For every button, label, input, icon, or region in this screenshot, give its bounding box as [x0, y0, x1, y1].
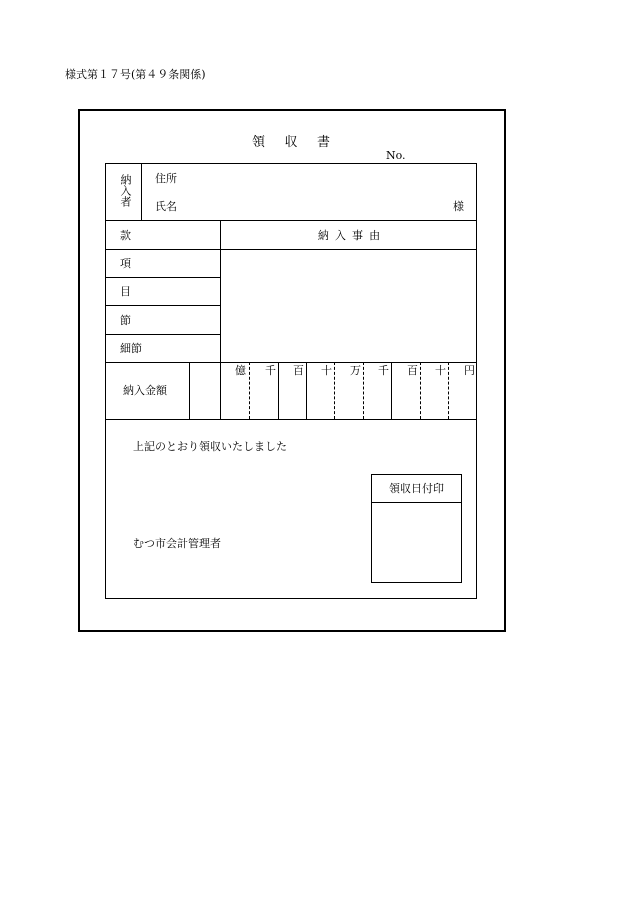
digit-hyaku: 百 — [407, 364, 418, 377]
kan-label: 款 — [120, 229, 131, 242]
date-stamp-divider — [371, 502, 462, 503]
rule-amount-digits-start — [220, 362, 221, 419]
digit-en: 円 — [464, 364, 475, 377]
rule-payer-bottom — [105, 220, 477, 221]
saisetsu-label: 細節 — [120, 342, 142, 355]
digit-separator — [391, 362, 392, 419]
setsu-label: 節 — [120, 314, 131, 327]
reason-header: 納入事由 — [317, 229, 387, 242]
digit-sen-man: 千 — [265, 364, 276, 377]
official-title: むつ市会計管理者 — [133, 537, 221, 550]
digit-juu-man: 十 — [321, 364, 332, 377]
digit-separator — [334, 362, 335, 419]
honorific-label: 様 — [453, 200, 464, 213]
rule-budget-divider — [220, 220, 221, 362]
rule-moku-bottom — [105, 305, 220, 306]
receipt-title: 領収書 — [251, 135, 350, 150]
rule-setsu-bottom — [105, 334, 220, 335]
digit-man: 万 — [350, 364, 361, 377]
name-label: 氏名 — [155, 200, 177, 213]
digit-separator — [420, 362, 421, 419]
digit-separator — [278, 362, 279, 419]
date-stamp-label: 領収日付印 — [389, 482, 444, 495]
rule-kan-bottom — [105, 249, 477, 250]
kou-label: 項 — [120, 257, 131, 270]
amount-label: 納入金額 — [123, 384, 167, 397]
receipt-statement: 上記のとおり領収いたしました — [133, 440, 287, 453]
digit-separator — [306, 362, 307, 419]
address-label: 住所 — [155, 172, 177, 185]
digit-separator — [363, 362, 364, 419]
digit-sen: 千 — [378, 364, 389, 377]
rule-payer-divider — [141, 163, 142, 220]
digit-hyaku-man: 百 — [293, 364, 304, 377]
form-number: 様式第１７号(第４９条関係) — [65, 68, 206, 81]
receipt-number-label: No. — [386, 149, 406, 162]
digit-oku: 億 — [235, 364, 246, 377]
payer-header: 納入者 — [119, 174, 132, 207]
rule-budget-bottom — [105, 362, 477, 363]
digit-separator — [249, 362, 250, 419]
moku-label: 目 — [120, 285, 131, 298]
rule-amount-bottom — [105, 419, 477, 420]
digit-juu: 十 — [435, 364, 446, 377]
digit-separator — [448, 362, 449, 419]
rule-kou-bottom — [105, 277, 220, 278]
rule-amount-label-divider — [189, 362, 190, 419]
